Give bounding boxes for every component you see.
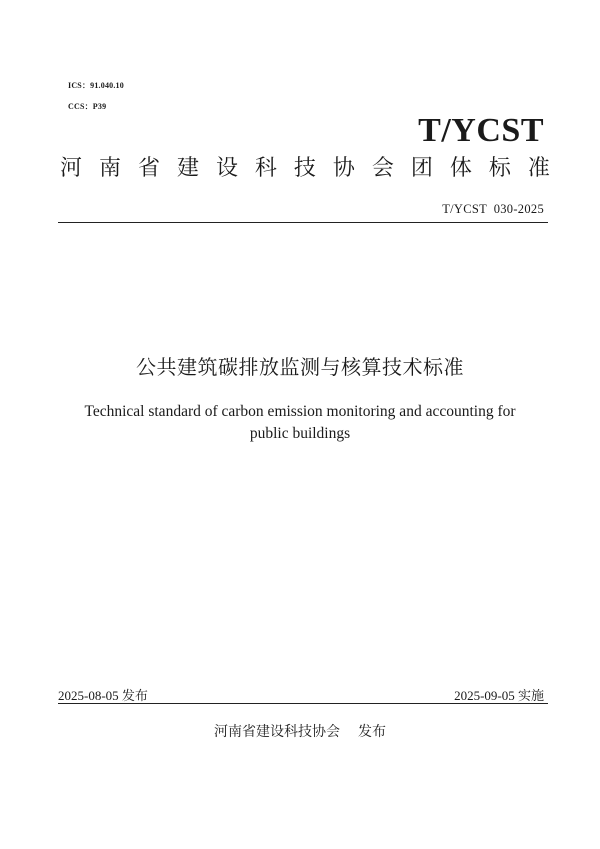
- english-title-line-2: public buildings: [249, 425, 351, 442]
- standard-number: T/YCST 030-2025: [442, 202, 544, 216]
- issue-date: 2025-08-05 发布: [58, 688, 148, 703]
- org-char: 技: [293, 156, 316, 181]
- org-char: 协: [332, 156, 355, 181]
- publisher-line: [0, 725, 600, 739]
- ccs-code: CCS：P39: [68, 102, 107, 111]
- org-char: 科: [254, 156, 277, 181]
- ics-code: ICS：91.040.10: [68, 81, 124, 90]
- org-char: 省: [137, 156, 160, 181]
- org-char: 团: [410, 156, 433, 181]
- org-standard-title: [60, 158, 550, 180]
- document-title-chinese: 公共建筑碳排放监测与核算技术标准: [136, 355, 464, 379]
- org-char: 设: [215, 156, 238, 181]
- english-title-line-1: Technical standard of carbon emission monitoring and accounting for: [84, 403, 516, 420]
- org-char: 河: [60, 156, 83, 181]
- top-divider: [58, 222, 548, 223]
- bottom-divider: [58, 703, 548, 704]
- org-char: 南: [98, 156, 121, 181]
- org-char: 标: [488, 156, 511, 181]
- effective-date: 2025-09-05 实施: [454, 688, 544, 703]
- org-char: 会: [371, 156, 394, 181]
- publisher-name: 河南省建设科技协会: [214, 724, 340, 740]
- document-title-english: [40, 401, 560, 445]
- publisher-action: 发布: [358, 724, 386, 740]
- org-char: 准: [527, 156, 550, 181]
- org-char: 体: [449, 156, 472, 181]
- standard-code-heading: T/YCST: [418, 112, 544, 149]
- org-char: 建: [176, 156, 199, 181]
